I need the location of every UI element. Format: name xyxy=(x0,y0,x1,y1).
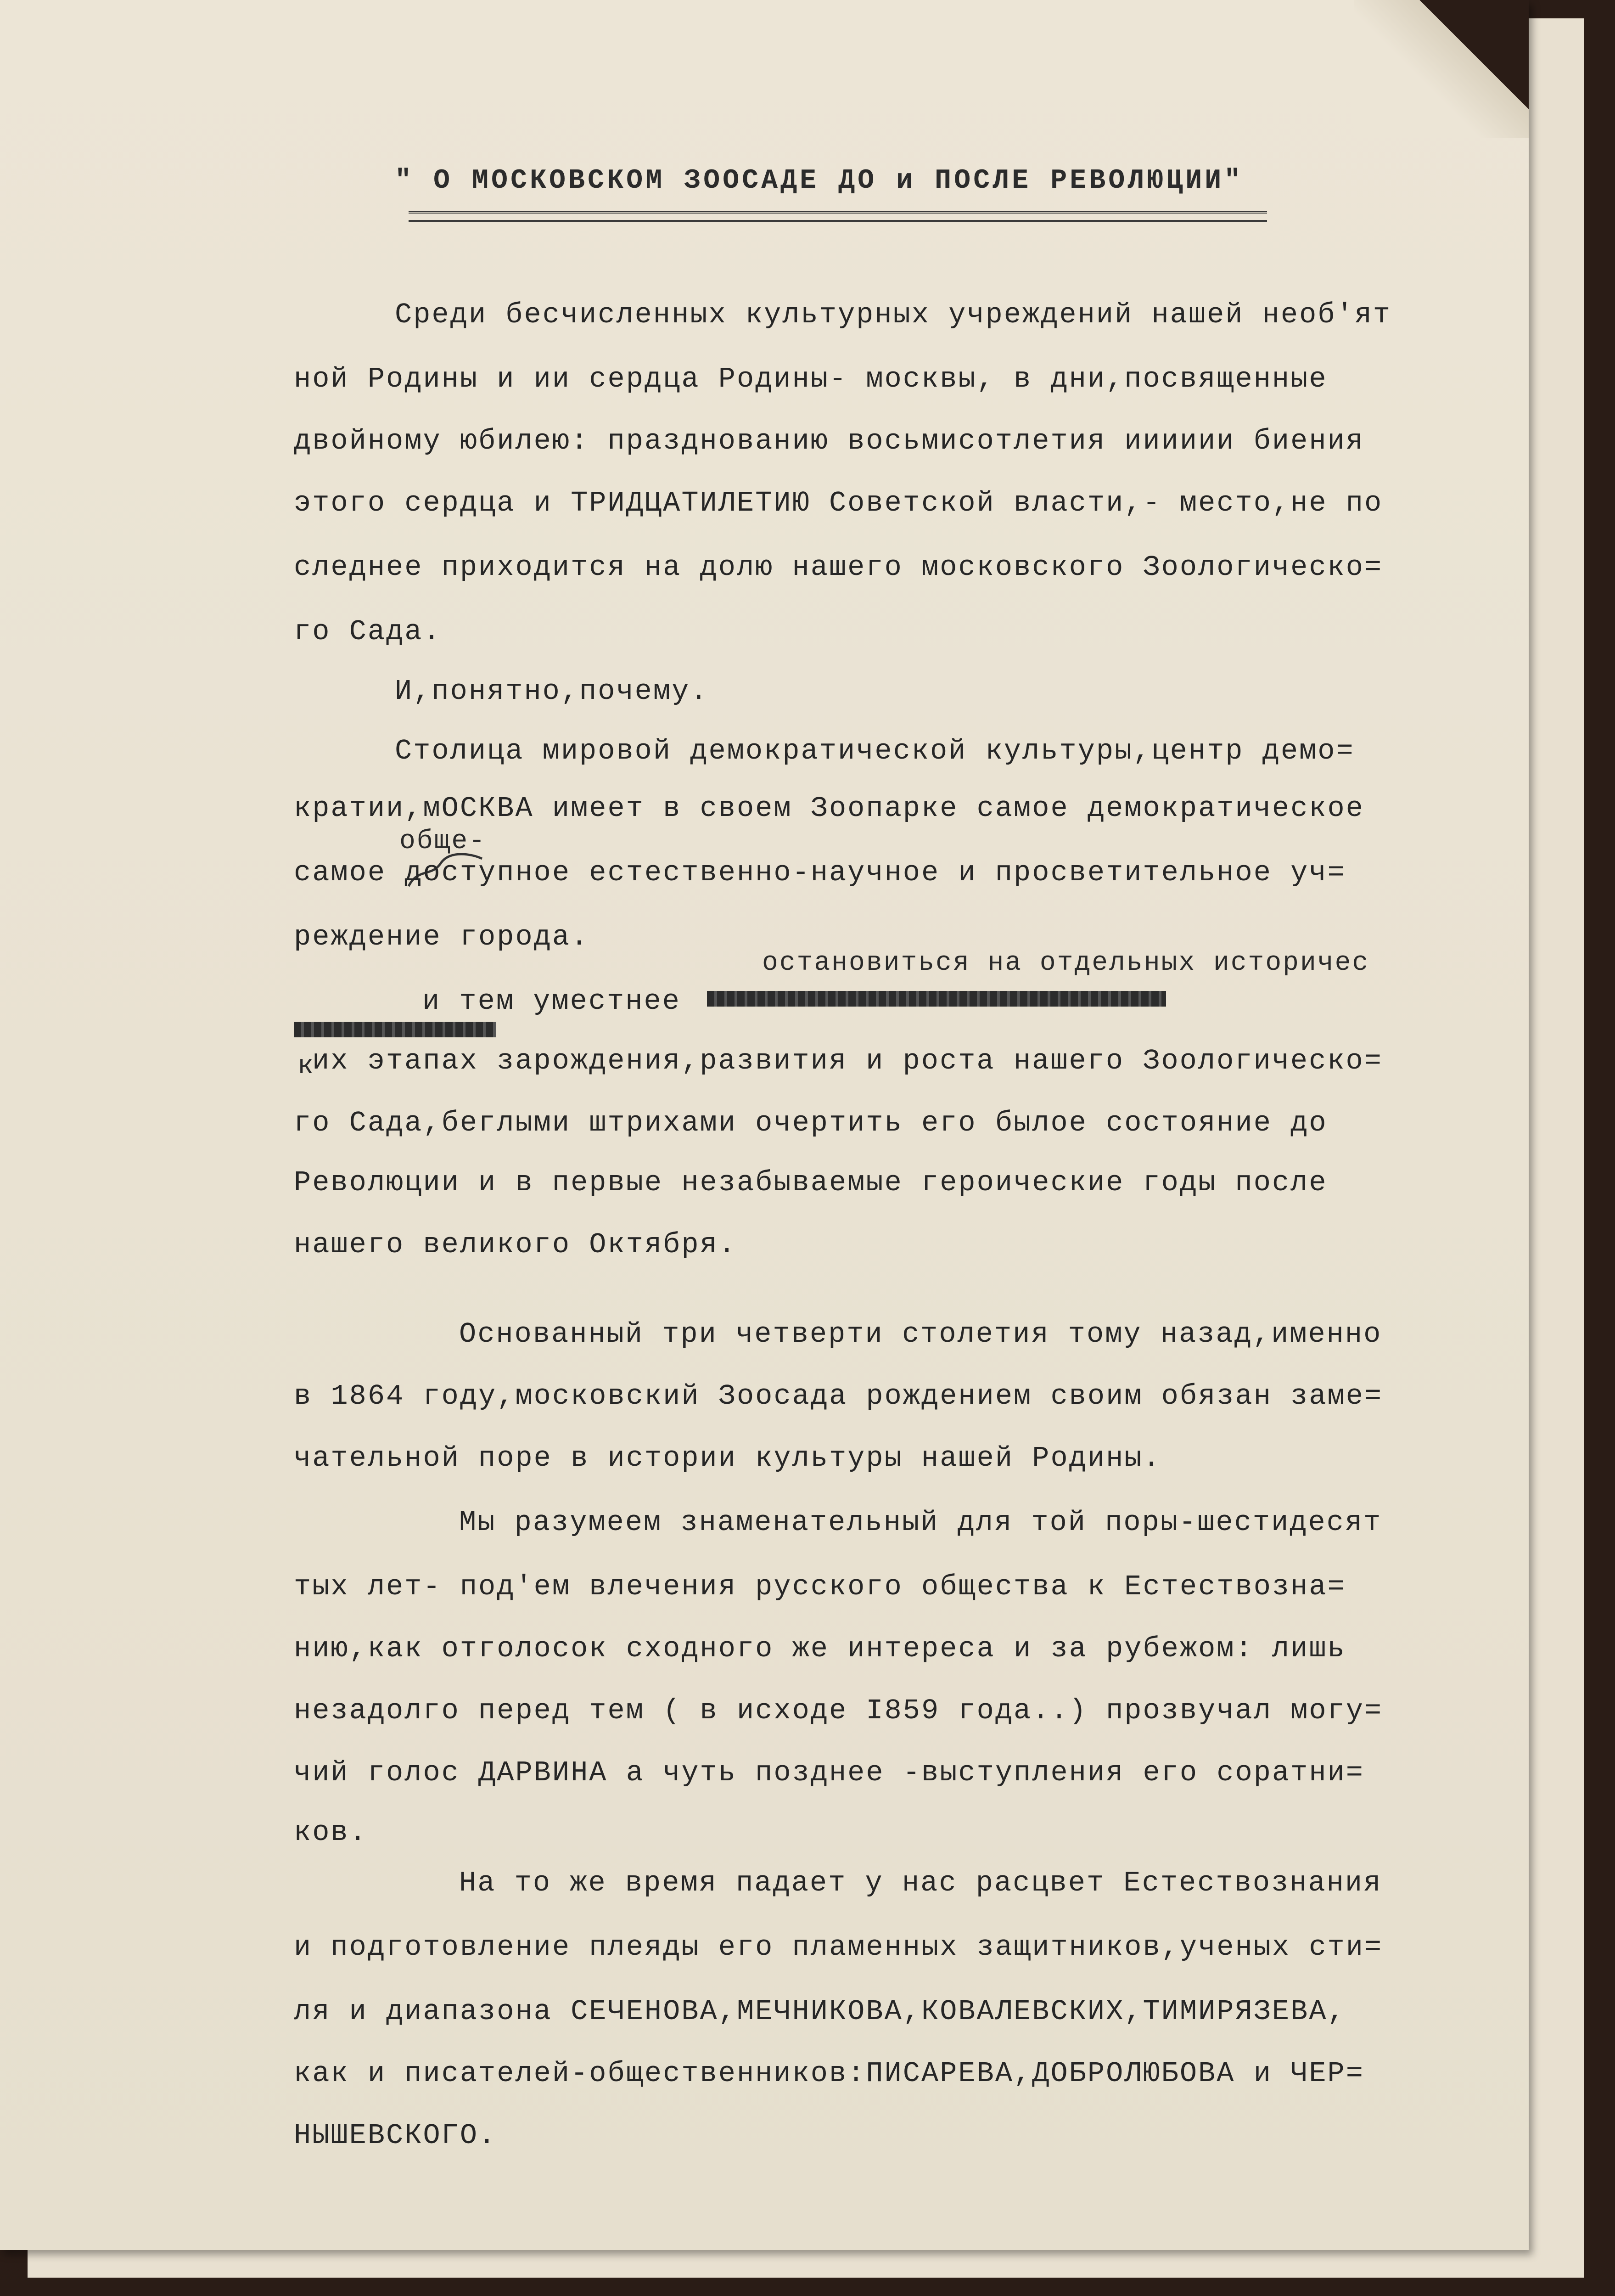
text-line: ков. xyxy=(294,1816,368,1849)
text-line: как и писателей-общественников:ПИСАРЕВА,ДОБРОЛЮБОВА и ЧЕР= xyxy=(294,2057,1364,2090)
text-line: этого сердца и ТРИДЦАТИЛЕТИЮ Советской власти,- место,не по xyxy=(294,487,1383,519)
text-line: Основанный три четверти столетия тому назад,именно xyxy=(459,1318,1382,1351)
typed-insertion: остановиться на отдельных историчес xyxy=(762,948,1370,978)
text-line: чий голос ДАРВИНА а чуть позднее -выступления его соратни= xyxy=(294,1756,1364,1789)
text-line: Революции и в первые незабываемые героические годы после xyxy=(294,1166,1328,1199)
text-line: ля и диапазона СЕЧЕНОВА,МЕЧНИКОВА,КОВАЛЕВСКИХ,ТИМИРЯЗЕВА, xyxy=(294,1995,1346,2028)
text-line: следнее приходится на долю нашего московского Зоологическо= xyxy=(294,551,1383,584)
text-line: кратии,мОСКВА имеет в своем Зоопарке самое демократическое xyxy=(294,792,1364,825)
text-line: го Сада. xyxy=(294,615,442,648)
text-line: Среди бесчисленных культурных учреждений нашей необ'ят xyxy=(395,298,1392,331)
text-line: чательной поре в истории культуры нашей Родины. xyxy=(294,1442,1161,1474)
text-line: И,понятно,почему. xyxy=(395,675,709,708)
text-line: реждение города. xyxy=(294,921,589,953)
text-line: Мы разумеем знаменательный для той поры-шестидесят xyxy=(459,1506,1382,1539)
text-line: На то же время падает у нас расцвет Естествознания xyxy=(459,1867,1382,1899)
text-line: НЫШЕВСКОГО. xyxy=(294,2119,497,2152)
text-line: нашего великого Октября. xyxy=(294,1228,737,1261)
text-line: в 1864 году,московский Зоосада рождением своим обязан заме= xyxy=(294,1380,1383,1412)
handwritten-insertion: обще- xyxy=(399,827,487,856)
crossed-out-text xyxy=(707,991,1166,1007)
text-line: го Сада,беглыми штрихами очертить его былое состояние до xyxy=(294,1107,1328,1139)
text-line: ной Родины и ии сердца Родины- москвы, в дни,посвященные xyxy=(294,363,1328,395)
crossed-out-text xyxy=(294,1022,496,1037)
text-line: их этапах зарождения,развития и роста нашего Зоологическо= xyxy=(312,1045,1383,1077)
text-line: и подготовление плеяды его пламенных защитников,ученых сти= xyxy=(294,1931,1383,1964)
typed-insertion: к xyxy=(297,1052,315,1081)
text-line: самое доступное естественно-научное и просветительное уч= xyxy=(294,856,1346,889)
text-line: Столица мировой демократической культуры,центр демо= xyxy=(395,735,1355,767)
text-line: двойному юбилею: празднованию восьмисотлетия ииииии биения xyxy=(294,425,1364,457)
text-line: нию,как отголосок сходного же интереса и за рубежом: лишь xyxy=(294,1632,1346,1665)
text-line: тых лет- под'ем влечения русского общества к Естествозна= xyxy=(294,1570,1346,1603)
text-line: и тем уместнее xyxy=(422,985,681,1018)
text-line: незадолго перед тем ( в исходе I859 года..) прозвучал могу= xyxy=(294,1694,1383,1727)
document-title: " О МОСКОВСКОМ ЗООСАДЕ ДО и ПОСЛЕ РЕВОЛЮЦИИ" xyxy=(395,165,1244,197)
